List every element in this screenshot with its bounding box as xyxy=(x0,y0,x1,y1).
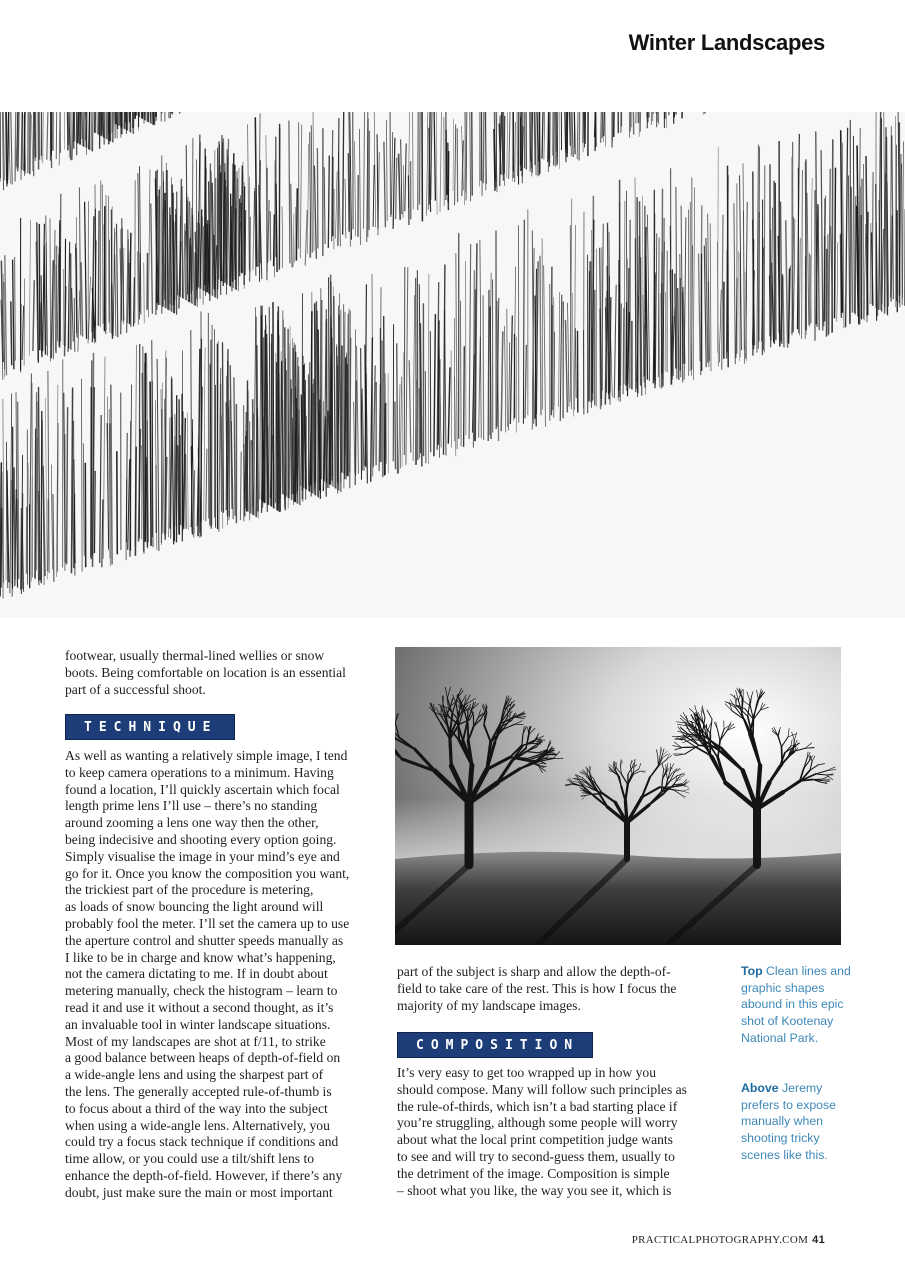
hero-photo xyxy=(0,112,905,618)
column-1-technique xyxy=(65,748,373,1202)
composition-heading: COMPOSITION xyxy=(397,1032,593,1058)
column-2-continuation xyxy=(397,964,699,1014)
page-number: 41 xyxy=(812,1234,825,1246)
caption-top xyxy=(741,963,851,1047)
composition-paragraph: It’s very easy to get too wrapped up in how you should compose. Many will follow such principles as the rule-of-thirds, which isn’t a bad starting place if you’re struggling, although some people will worry about what the local print competition judge wants to see and will try to second-guess them, usually to the detriment of the image. Composition is simple – shoot what you like, the way you see it, which is xyxy=(397,1065,687,1198)
page-section-title: Winter Landscapes xyxy=(628,30,825,55)
technique-paragraph: As well as wanting a relatively simple image, I tend to keep camera operations to a minimum. Having found a location, I’ll quickly ascertain which focal length prime lens I’ll use – there’s no standing around zooming a lens one way then the other, being indecisive and shooting every option going. Simply visualise the image in your mind’s eye and go for it. Once you know the composition you want, the trickiest part of the procedure is metering, as loads of snow bouncing the light around will probably fool the meter. I’ll set the camera up to use the aperture control and shutter speeds manually as I like to be in charge and know what’s happening, not the camera dictating to me. If in doubt about metering manually, check the histogram – learn to read it and use it without a second thought, as it’s an invaluable tool in winter landscape situations. Most of my landscapes are shot at f/11, to strike a good balance between heaps of depth-of-field on a wide-angle lens and using the sharpest part of the lens. The generally accepted rule-of-thumb is to focus about a third of the way into the subject when using a wide-angle lens. Alternatively, you could try a focus stack technique if conditions and time allow, or you could use a tilt/shift lens to enhance the depth-of-field. However, if there’s any doubt, just make sure the main or most important xyxy=(65,748,350,1200)
technique-heading: TECHNIQUE xyxy=(65,714,235,740)
footer-site: PRACTICALPHOTOGRAPHY.COM xyxy=(631,1234,809,1246)
intro-paragraph: footwear, usually thermal-lined wellies or snow boots. Being comfortable on location is an essential part of a successful shoot. xyxy=(65,648,346,697)
caption-above-text: Jeremy prefers to expose manually when shooting tricky scenes like this. xyxy=(741,1081,837,1162)
caption-above xyxy=(741,1080,851,1164)
hero-snow-trees-image xyxy=(0,112,905,618)
caption-top-text: Clean lines and graphic shapes abound in this epic shot of Kootenay National Park. xyxy=(741,964,851,1045)
caption-top-lead: Top xyxy=(741,964,763,978)
page-footer xyxy=(632,1234,825,1246)
trees-photo xyxy=(395,647,841,945)
continuation-paragraph: part of the subject is sharp and allow the depth-of- field to take care of the rest. This is how I focus the majority of my landscape images. xyxy=(397,964,677,1013)
three-trees-image xyxy=(395,647,841,945)
column-1-intro xyxy=(65,648,373,698)
column-2-composition xyxy=(397,1065,699,1199)
caption-above-lead: Above xyxy=(741,1081,779,1095)
